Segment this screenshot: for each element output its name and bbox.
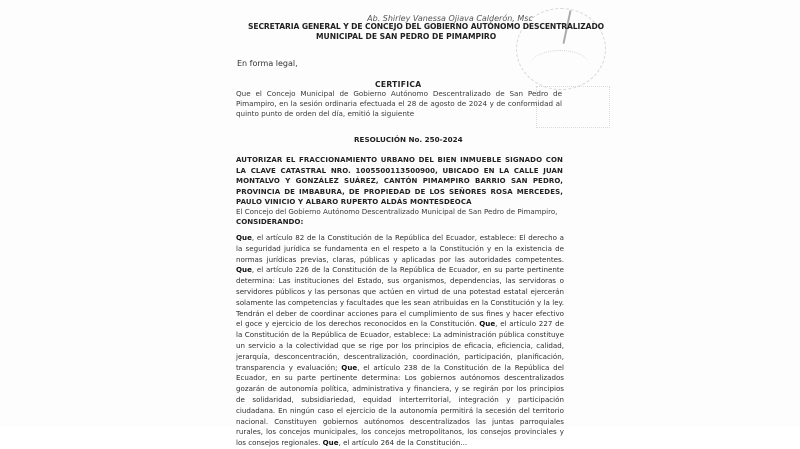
stamp-arc bbox=[530, 50, 590, 81]
signer-name: Ab. Shirley Vanessa Ojiava Calderón, Msc bbox=[367, 14, 533, 23]
certifica-title: CERTIFICA bbox=[375, 80, 422, 89]
considerando-heading: CONSIDERANDO: bbox=[236, 216, 304, 226]
que-lead: Que bbox=[341, 362, 358, 372]
header-line-1: SECRETARIA GENERAL Y DE CONCEJO DEL GOBIERNO AUTÓNOMO DESCENTRALIZADO bbox=[248, 22, 605, 31]
certification-paragraph: Que el Concejo Municipal de Gobierno Autónomo Descentralizado de San Pedro de Pimampiro, en la sesión ordinaria efectuada el 28 de agosto de 2024 y de conformidad al quinto punto de orden del día, emitió la siguiente bbox=[236, 89, 562, 118]
que-lead: Que bbox=[236, 233, 252, 242]
considerations-body bbox=[236, 233, 564, 449]
consideration-text: , el artículo 264 de la Constitución... bbox=[338, 438, 468, 448]
consideration-text: , el artículo 226 de la Constitución de la República de Ecuador, en su parte pertinente determina: Las instituciones del Estado, sus organismos, dependencias, las servidoras o servidores públicos y las personas que actúen en virtud de una potestad estatal ejercerán solamente las competencias y facultades que les sean atribuidas en la Constitución y la ley. Tendrán el deber de coordinar acciones para el cumplimiento de sus fines y hacer efectivo el goce y ejercicio de los derechos reconocidos en la Constitución. bbox=[236, 265, 564, 329]
consideration-text: , el artículo 227 de la Constitución de la República de Ecuador, establece: La administración pública constituye un servicio a la colectividad que se rige por los principios de eficacia, eficiencia, calidad, jerarquía, desconcentración, descentralización, coordinación, participación, planificación, transparencia y evaluación; bbox=[236, 319, 564, 372]
concejo-intro bbox=[236, 207, 566, 226]
consideration-text: , el artículo 238 de la Constitución de la República del Ecuador, en su parte pertinente determina: Los gobiernos autónomos descentralizados gozarán de autonomía política, administrativa y financiera, y se regirán por los principios de solidaridad, subsidiariedad, equidad interterritorial, integración y participación ciudadana. En ningún caso el ejercicio de la autonomía permitirá la secesión del territorio nacional. Constituyen gobiernos autónomos descentralizados las juntas parroquiales rurales, los concejos municipales, los concejos metropolitanos, los consejos provinciales y los consejos regionales. bbox=[236, 362, 564, 448]
header-line-2: MUNICIPAL DE SAN PEDRO DE PIMAMPIRO bbox=[316, 32, 497, 41]
authorization-text: AUTORIZAR EL FRACCIONAMIENTO URBANO DEL BIEN INMUEBLE SIGNADO CON LA CLAVE CATASTRAL NRO. 1005500113500900, UBICADO EN LA CALLE JUAN MONTALVO Y GONZÁLEZ SUÁREZ, CANTÓN PIMAMPIRO BARRIO SAN PEDRO, PROVINCIA DE IMBABURA, DE PROPIEDAD DE LOS SEÑORES ROSA MERCEDES, PAULO VINICIO Y ALBARO RUPERTO ALDÁS MONTESDEOCA bbox=[236, 156, 563, 206]
legal-note: En forma legal, bbox=[237, 59, 298, 68]
que-lead: Que bbox=[322, 438, 339, 448]
concejo-intro-text: El Concejo del Gobierno Autónomo Descentralizado Municipal de San Pedro de Pimampiro, bbox=[236, 207, 558, 216]
que-lead: Que bbox=[479, 319, 496, 329]
resolution-title: RESOLUCIÓN No. 250-2024 bbox=[354, 135, 463, 144]
consideration-text: , el artículo 82 de la Constitución de la República del Ecuador, establece: El derecho a la seguridad jurídica se fundamenta en el respeto a la Constitución y en la existencia de normas jurídicas previas, claras, públicas y aplicadas por las autoridades competentes. bbox=[236, 233, 564, 264]
que-lead: Que bbox=[236, 265, 252, 275]
